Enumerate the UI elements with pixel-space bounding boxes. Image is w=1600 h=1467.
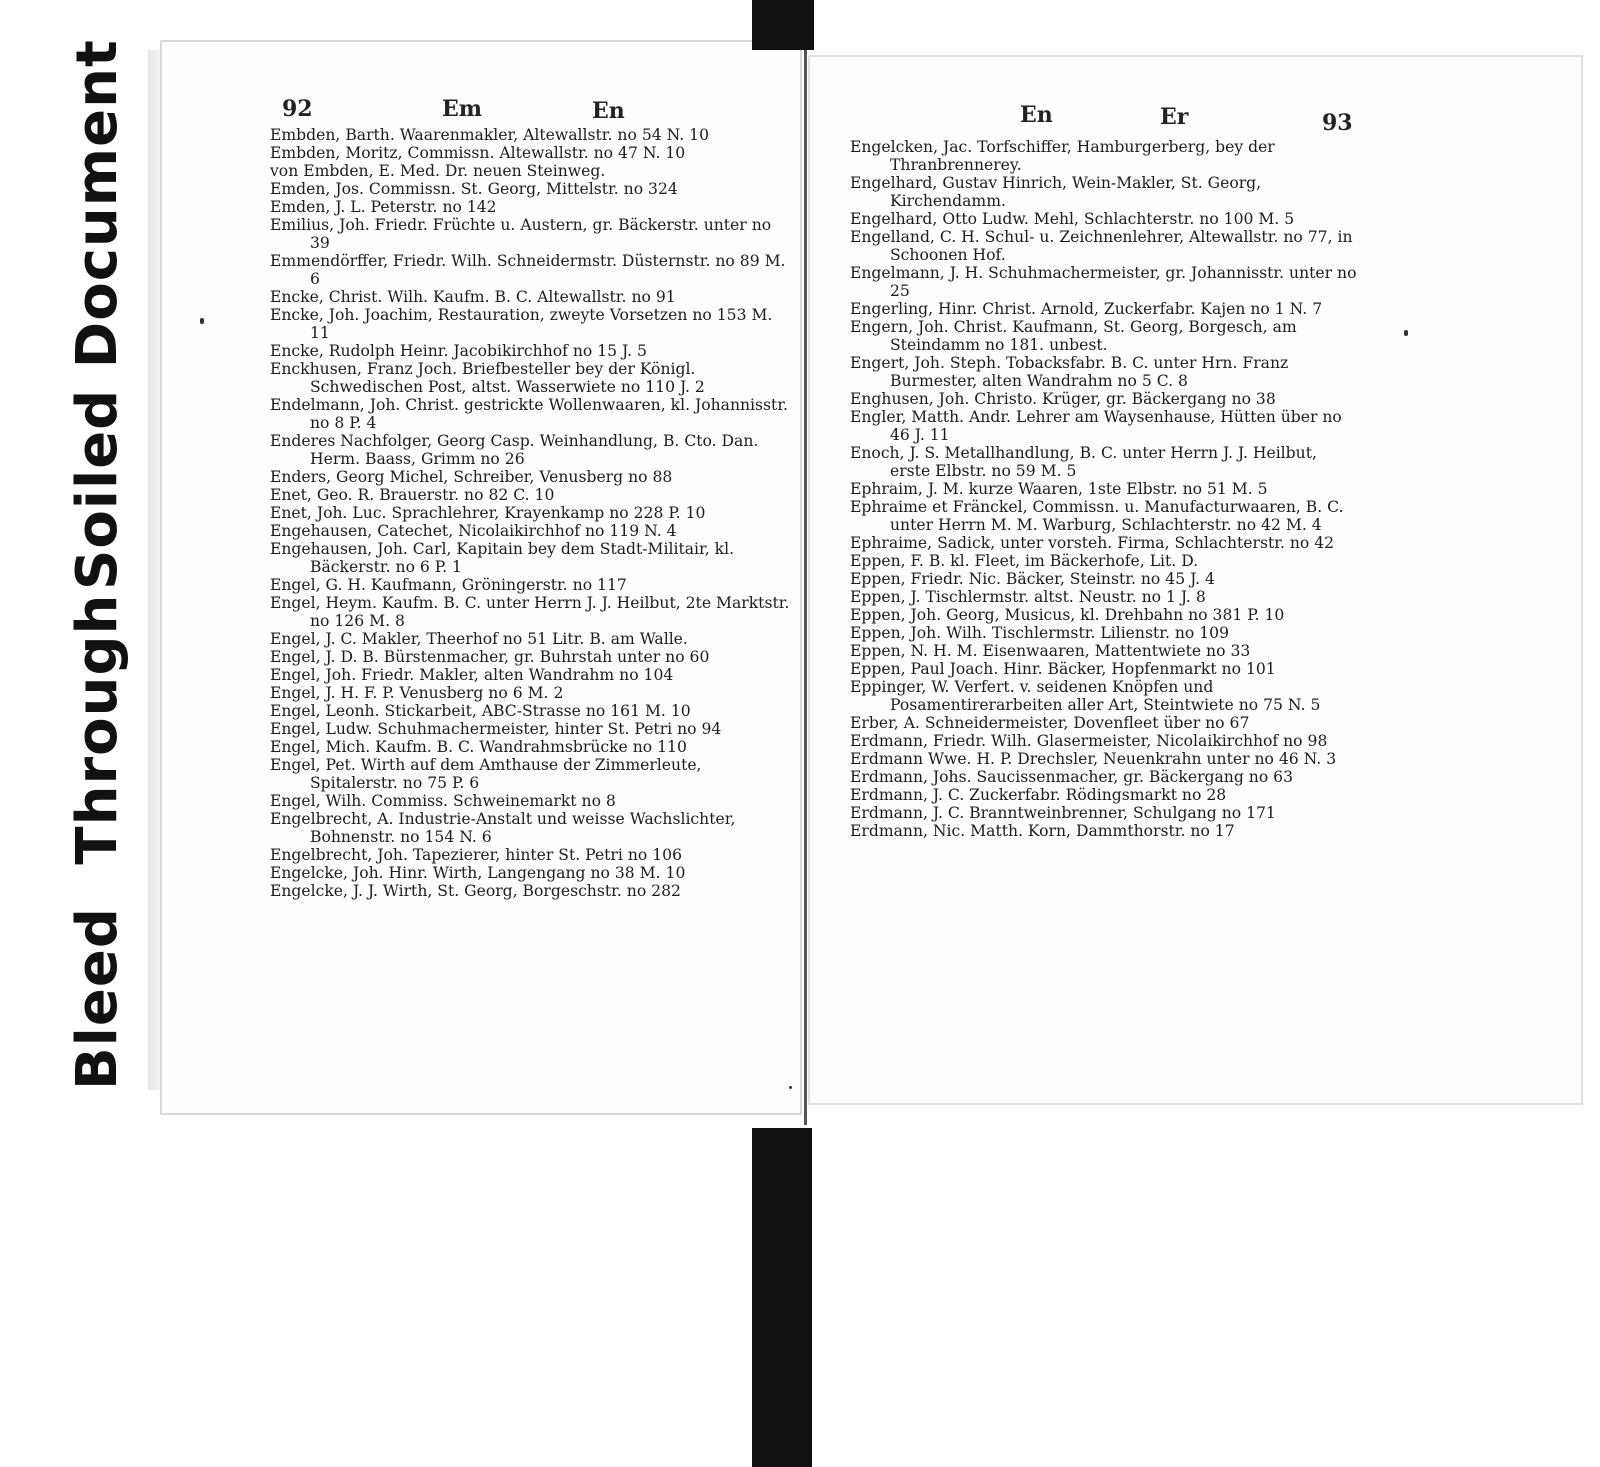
directory-entry: Eppen, Friedr. Nic. Bäcker, Steinstr. no 45 J. 4 xyxy=(850,570,1215,588)
right-directory-list xyxy=(850,138,1360,840)
directory-entry: Ephraime et Fränckel, Commissn. u. Manufacturwaaren, B. C. unter Herrn M. M. Warburg, Schlachterstr. no 42 M. 4 xyxy=(850,498,1344,534)
directory-entry: Engelcke, Joh. Hinr. Wirth, Langengang no 38 M. 10 xyxy=(270,864,686,882)
directory-entry: Engelmann, J. H. Schuhmachermeister, gr. Johannisstr. unter no 25 xyxy=(850,264,1357,300)
right-header-first: En xyxy=(1020,102,1053,128)
directory-entry: Engerling, Hinr. Christ. Arnold, Zuckerfabr. Kajen no 1 N. 7 xyxy=(850,300,1323,318)
directory-entry: Emmendörffer, Friedr. Wilh. Schneidermstr. Düsternstr. no 89 M. 6 xyxy=(270,252,786,288)
directory-entry: Engelcke, J. J. Wirth, St. Georg, Borgeschstr. no 282 xyxy=(270,882,681,900)
left-directory-list xyxy=(270,126,790,900)
directory-entry: Embden, Moritz, Commissn. Altewallstr. no 47 N. 10 xyxy=(270,144,686,162)
directory-entry: Engert, Joh. Steph. Tobacksfabr. B. C. unter Hrn. Franz Burmester, alten Wandrahm no 5 C. 8 xyxy=(850,354,1289,390)
directory-entry: Eppen, F. B. kl. Fleet, im Bäckerhofe, Lit. D. xyxy=(850,552,1199,570)
directory-entry: Ephraim, J. M. kurze Waaren, 1ste Elbstr. no 51 M. 5 xyxy=(850,480,1268,498)
directory-entry: Engel, Leonh. Stickarbeit, ABC-Strasse no 161 M. 10 xyxy=(270,702,691,720)
right-page-number: 93 xyxy=(1322,110,1353,136)
ink-speck xyxy=(1404,330,1408,336)
left-page-number: 92 xyxy=(282,96,313,122)
directory-entry: Eppinger, W. Verfert. v. seidenen Knöpfen und Posamentirerarbeiten aller Art, Steintwiete no 75 N. 5 xyxy=(850,678,1321,714)
directory-entry: Endelmann, Joh. Christ. gestrickte Wollenwaaren, kl. Johannisstr. no 8 P. 4 xyxy=(270,396,789,432)
directory-entry: Erber, A. Schneidermeister, Dovenfleet über no 67 xyxy=(850,714,1250,732)
directory-entry: Eppen, Joh. Wilh. Tischlermstr. Lilienstr. no 109 xyxy=(850,624,1230,642)
directory-entry: Engel, Mich. Kaufm. B. C. Wandrahmsbrücke no 110 xyxy=(270,738,687,756)
directory-entry: Erdmann, Nic. Matth. Korn, Dammthorstr. no 17 xyxy=(850,822,1235,840)
directory-entry: Enet, Joh. Luc. Sprachlehrer, Krayenkamp no 228 P. 10 xyxy=(270,504,706,522)
directory-entry: Engler, Matth. Andr. Lehrer am Waysenhause, Hütten über no 46 J. 11 xyxy=(850,408,1342,444)
directory-entry: Embden, Barth. Waarenmakler, Altewallstr. no 54 N. 10 xyxy=(270,126,710,144)
directory-entry: Eppen, J. Tischlermstr. altst. Neustr. no 1 J. 8 xyxy=(850,588,1206,606)
directory-entry: Engelbrecht, Joh. Tapezierer, hinter St. Petri no 106 xyxy=(270,846,682,864)
directory-entry: Engelcken, Jac. Torfschiffer, Hamburgerberg, bey der Thranbrennerey. xyxy=(850,138,1275,174)
directory-entry: Encke, Christ. Wilh. Kaufm. B. C. Altewallstr. no 91 xyxy=(270,288,676,306)
directory-entry: Enghusen, Joh. Christo. Krüger, gr. Bäckergang no 38 xyxy=(850,390,1276,408)
directory-entry: von Embden, E. Med. Dr. neuen Steinweg. xyxy=(270,162,606,180)
left-header-first: Em xyxy=(442,96,483,122)
directory-entry: Engern, Joh. Christ. Kaufmann, St. Georg, Borgesch, am Steindamm no 181. unbest. xyxy=(850,318,1297,354)
directory-entry: Encke, Joh. Joachim, Restauration, zweyte Vorsetzen no 153 M. 11 xyxy=(270,306,773,342)
directory-entry: Enet, Geo. R. Brauerstr. no 82 C. 10 xyxy=(270,486,555,504)
directory-entry: Enckhusen, Franz Joch. Briefbesteller bey der Königl. Schwedischen Post, altst. Wasserwiete no 110 J. 2 xyxy=(270,360,705,396)
directory-entry: Engel, J. H. F. P. Venusberg no 6 M. 2 xyxy=(270,684,564,702)
directory-entry: Engel, G. H. Kaufmann, Gröningerstr. no 117 xyxy=(270,576,627,594)
directory-entry: Ephraime, Sadick, unter vorsteh. Firma, Schlachterstr. no 42 xyxy=(850,534,1335,552)
directory-entry: Erdmann Wwe. H. P. Drechsler, Neuenkrahn unter no 46 N. 3 xyxy=(850,750,1337,768)
directory-entry: Erdmann, J. C. Branntweinbrenner, Schulgang no 171 xyxy=(850,804,1276,822)
directory-entry: Engel, J. D. B. Bürstenmacher, gr. Buhrstah unter no 60 xyxy=(270,648,710,666)
directory-entry: Eppen, Joh. Georg, Musicus, kl. Drehbahn no 381 P. 10 xyxy=(850,606,1285,624)
book-gutter xyxy=(804,45,807,1125)
left-header-last: En xyxy=(592,98,625,124)
directory-entry: Eppen, N. H. M. Eisenwaaren, Mattentwiete no 33 xyxy=(850,642,1251,660)
bleed-through-stamp: Bleed Through xyxy=(65,593,130,1090)
directory-entry: Erdmann, J. C. Zuckerfabr. Rödingsmarkt no 28 xyxy=(850,786,1227,804)
directory-entry: Erdmann, Johs. Saucissenmacher, gr. Bäckergang no 63 xyxy=(850,768,1294,786)
soiled-document-stamp: Soiled Document xyxy=(65,39,130,590)
binding-tape-bottom xyxy=(752,1128,812,1467)
directory-entry: Engelland, C. H. Schul- u. Zeichnenlehrer, Altewallstr. no 77, in Schoonen Hof. xyxy=(850,228,1353,264)
directory-entry: Emden, Jos. Commissn. St. Georg, Mittelstr. no 324 xyxy=(270,180,678,198)
directory-entry: Encke, Rudolph Heinr. Jacobikirchhof no 15 J. 5 xyxy=(270,342,647,360)
directory-entry: Enders, Georg Michel, Schreiber, Venusberg no 88 xyxy=(270,468,673,486)
directory-entry: Enoch, J. S. Metallhandlung, B. C. unter Herrn J. J. Heilbut, erste Elbstr. no 59 M. 5 xyxy=(850,444,1317,480)
directory-entry: Engelhard, Otto Ludw. Mehl, Schlachterstr. no 100 M. 5 xyxy=(850,210,1295,228)
right-header-last: Er xyxy=(1160,104,1189,130)
directory-entry: Engel, Heym. Kaufm. B. C. unter Herrn J. J. Heilbut, 2te Marktstr. no 126 M. 8 xyxy=(270,594,790,630)
directory-entry: Emilius, Joh. Friedr. Früchte u. Austern, gr. Bäckerstr. unter no 39 xyxy=(270,216,772,252)
directory-entry: Enderes Nachfolger, Georg Casp. Weinhandlung, B. Cto. Dan. Herm. Baass, Grimm no 26 xyxy=(270,432,759,468)
ink-speck xyxy=(200,318,204,324)
directory-entry: Engel, Pet. Wirth auf dem Amthause der Zimmerleute, Spitalerstr. no 75 P. 6 xyxy=(270,756,702,792)
directory-entry: Engel, J. C. Makler, Theerhof no 51 Litr. B. am Walle. xyxy=(270,630,688,648)
directory-entry: Engelhard, Gustav Hinrich, Wein-Makler, St. Georg, Kirchendamm. xyxy=(850,174,1262,210)
ink-speck xyxy=(789,1086,792,1089)
directory-entry: Emden, J. L. Peterstr. no 142 xyxy=(270,198,497,216)
binding-tape-top xyxy=(752,0,814,50)
directory-entry: Engel, Ludw. Schuhmachermeister, hinter St. Petri no 94 xyxy=(270,720,722,738)
directory-entry: Engel, Joh. Friedr. Makler, alten Wandrahm no 104 xyxy=(270,666,674,684)
directory-entry: Engel, Wilh. Commiss. Schweinemarkt no 8 xyxy=(270,792,616,810)
directory-entry: Eppen, Paul Joach. Hinr. Bäcker, Hopfenmarkt no 101 xyxy=(850,660,1276,678)
directory-entry: Engehausen, Joh. Carl, Kapitain bey dem Stadt-Militair, kl. Bäckerstr. no 6 P. 1 xyxy=(270,540,735,576)
directory-entry: Engehausen, Catechet, Nicolaikirchhof no 119 N. 4 xyxy=(270,522,677,540)
directory-entry: Engelbrecht, A. Industrie-Anstalt und weisse Wachslichter, Bohnenstr. no 154 N. 6 xyxy=(270,810,736,846)
directory-entry: Erdmann, Friedr. Wilh. Glasermeister, Nicolaikirchhof no 98 xyxy=(850,732,1328,750)
